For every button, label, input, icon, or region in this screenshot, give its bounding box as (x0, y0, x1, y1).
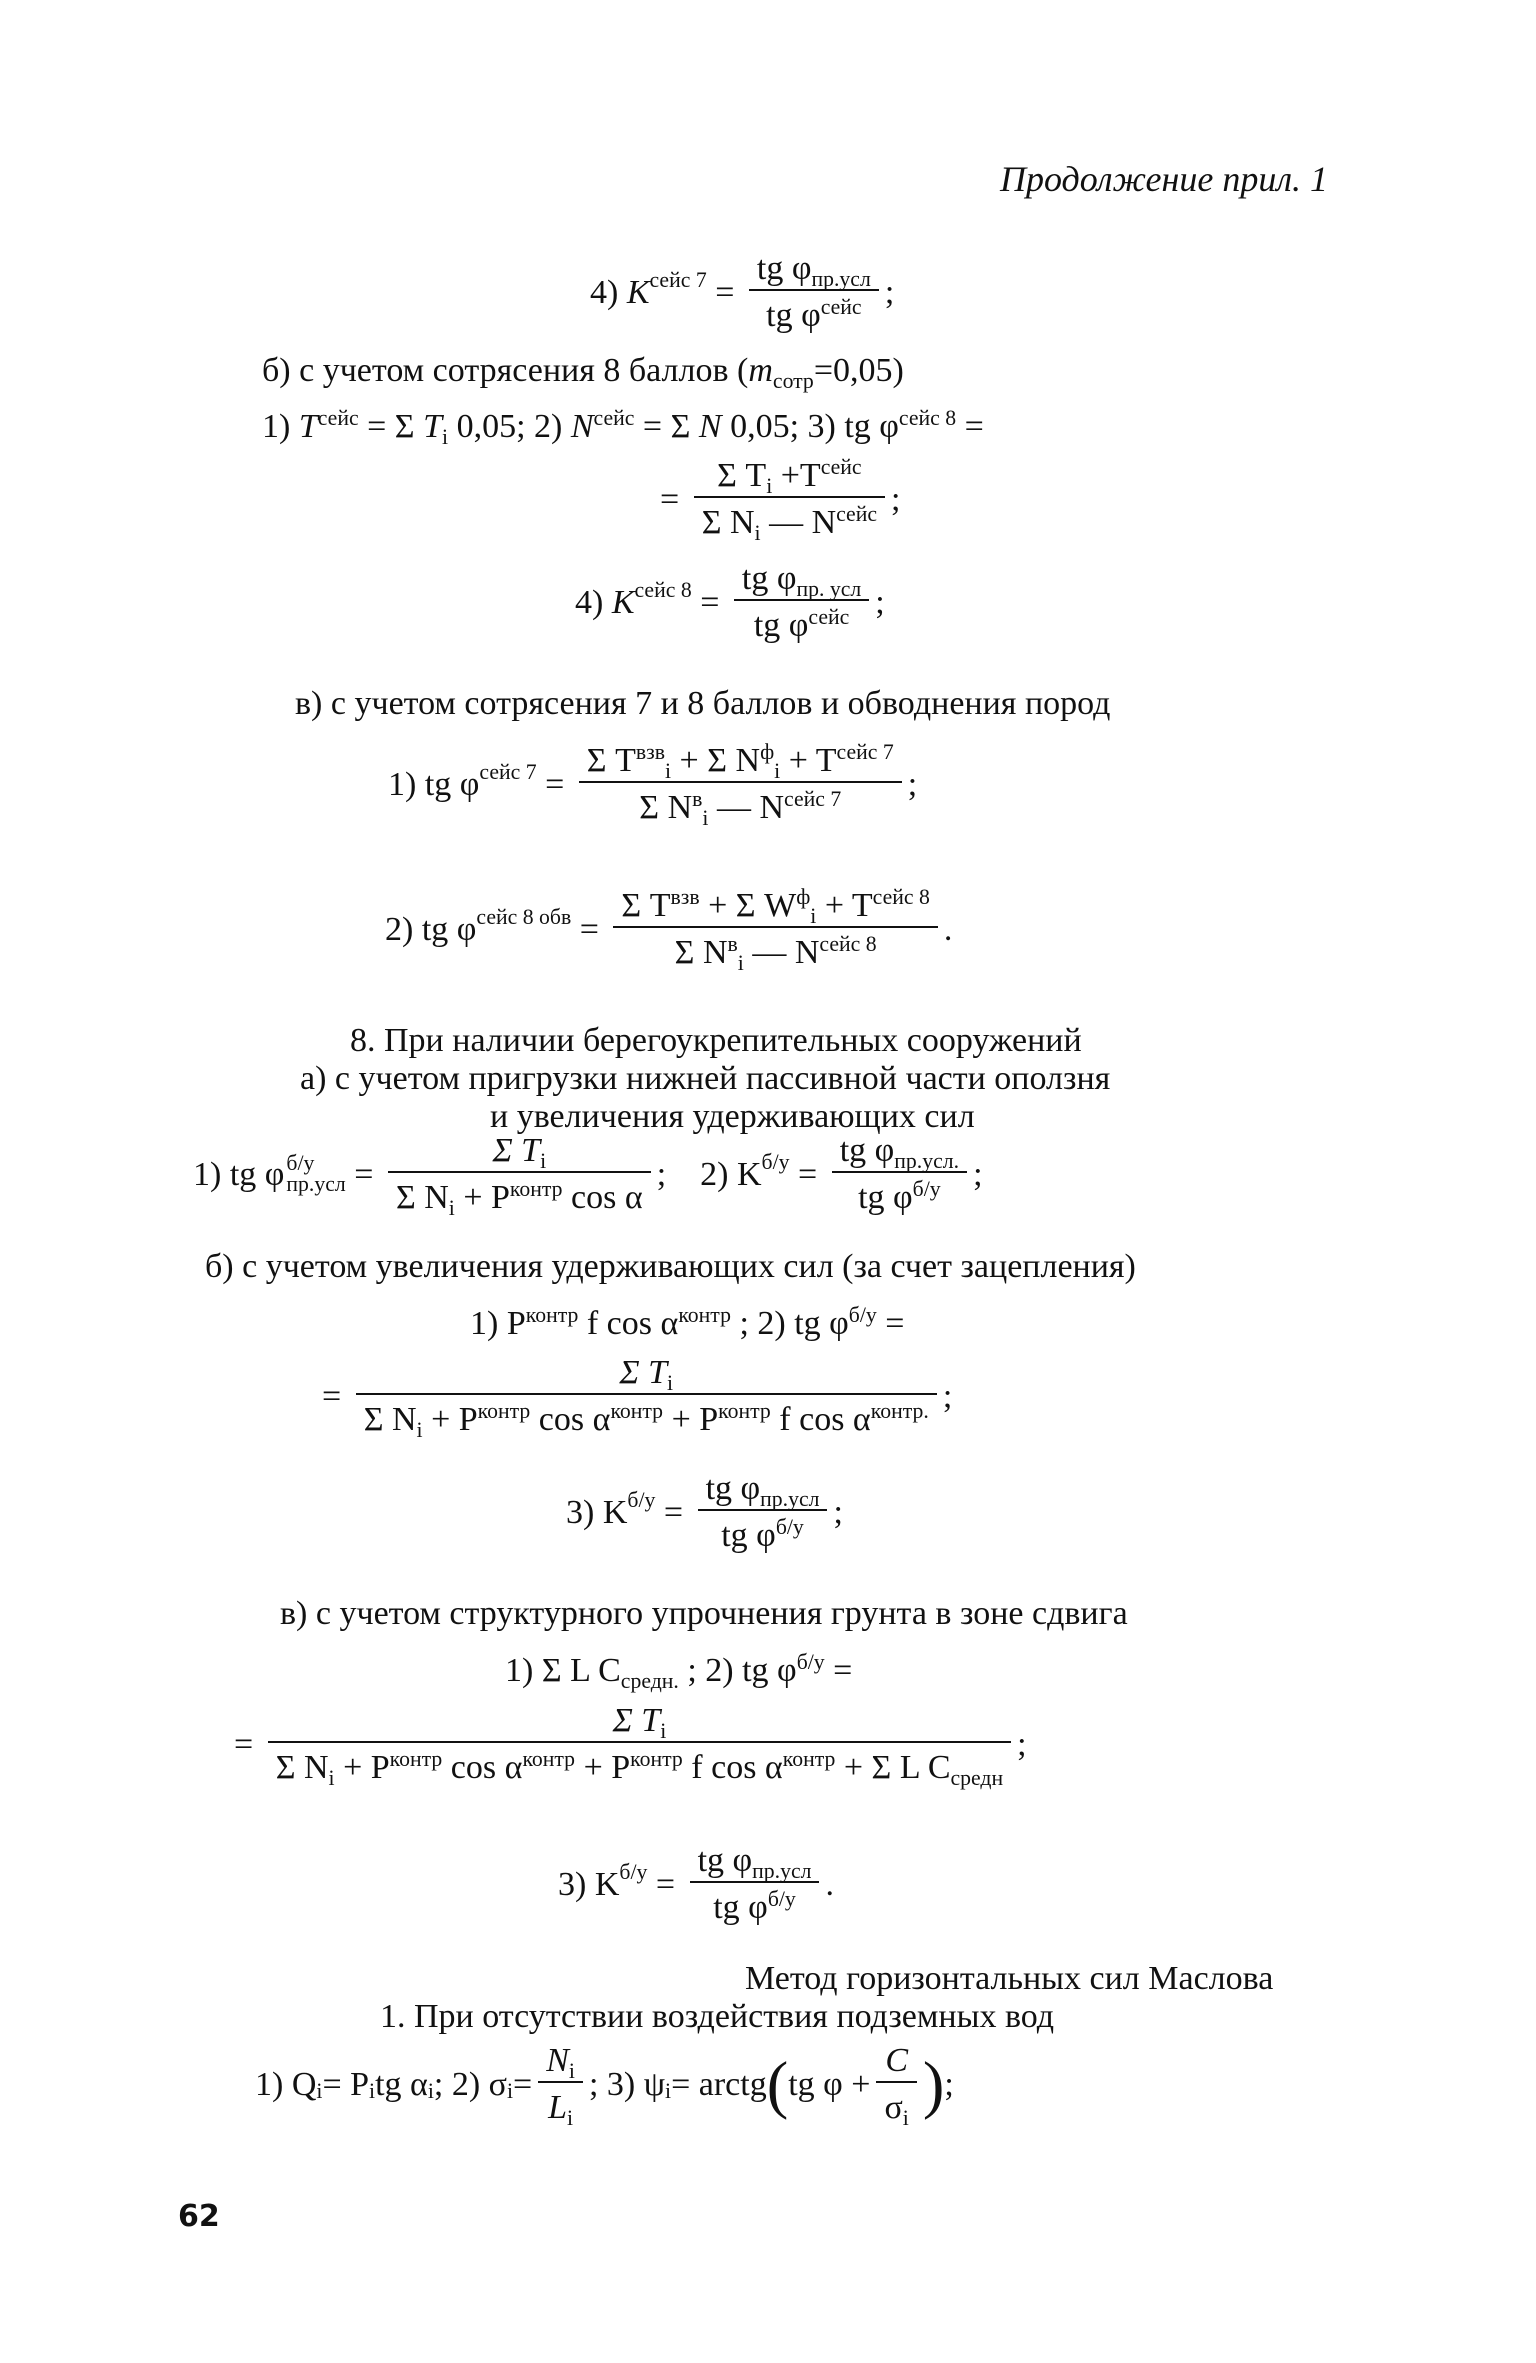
fraction: $\frac{\Sigma T^{взв} + \Sigma W^ф_i + T^{сейс 8}}{\Sigma N^в_i — N^{сейс 8}}$ (613, 885, 937, 974)
maslov-title: Метод горизонтальных сил Маслова (745, 1960, 1274, 1997)
continuation-label: Продолжение прил. 1 (1000, 159, 1329, 199)
fraction: $\frac{C}{\sigma_i}$ (876, 2040, 916, 2129)
fraction: $\frac{tg \varphi_{пр.усл.}}{tg \varphi^{б/у}}$ (832, 1130, 967, 1219)
section-v-title: в) с учетом сотрясения 7 и 8 баллов и обводнения пород (295, 685, 1111, 722)
left-paren: ( (766, 2047, 789, 2120)
equation-k-seis8: 4) K $^{сейс 8}$ = $\frac{tg \varphi_{пр. усл}}{tg \varphi^{сейс}}$ ; (575, 558, 885, 647)
section-8v-line: 1) Σ L $C_{средн.}$ ; 2) tg $\varphi^{б/у}$ = (505, 1650, 853, 1693)
equation-tg-seis8-obv: 2) tg φ $^{сейс 8 обв}$ = $\frac{\Sigma T^{взв} + \Sigma W^ф_i + T^{сейс 8}}{\Sigma N^в_i — N^{сейс 8}}$ . (385, 885, 953, 976)
maslov-equations: 1) Q $_i$ = P $_i$ tg α $_i$ ; 2) σ $_i$ = $\frac{N_i}{L_i}$ ; 3) ψ $_i$ = arctg ( tg φ + $\frac{C}{\sigma_i}$ ) ; (255, 2042, 954, 2131)
equation-8v-k: 3) K $^{б/у}$ = $\frac{tg \varphi_{пр.усл}}{tg \varphi^{б/у}}$ . (558, 1840, 834, 1929)
section-8v-title: в) с учетом структурного упрочнения грунта в зоне сдвига (280, 1595, 1128, 1632)
page-header (1000, 160, 1328, 200)
section-b-title: б) с учетом сотрясения 8 баллов $(m_{сотр}=0,05)$ (262, 352, 904, 393)
fraction: $\frac{\Sigma T_i}{\Sigma N_i + P^{контр} \cos \alpha^{контр} + P^{контр} f \cos \alpha^{контр.}}$ (356, 1352, 937, 1441)
equation-8a: 1) tg φ б/у пр.усл = $\frac{\Sigma T_i}{\Sigma N_i + P^{контр} \cos \alpha}$ ; 2) K $^{б/у}$ = $\frac{tg \varphi_{пр.усл.}}{tg \varphi^{б/у}}$ ; (193, 1132, 983, 1221)
section-8a-line1: а) с учетом пригрузки нижней пассивной части оползня (300, 1060, 1111, 1097)
right-paren: ) (922, 2047, 945, 2120)
fraction: $\frac{\Sigma T_i}{\Sigma N_i + P^{контр} \cos \alpha^{контр} + P^{контр} f \cos \alpha^{контр} + \Sigma L C_{средн}}$ (268, 1700, 1011, 1789)
section-8-title: 8. При наличии берегоукрепительных сооружений (350, 1022, 1082, 1059)
fraction: $\frac{\Sigma T^{взв}_i + \Sigma N^ф_i + T^{сейс 7}}{\Sigma N^в_i — N^{сейс 7}}$ (579, 740, 902, 829)
equation-8b-tg: = $\frac{\Sigma T_i}{\Sigma N_i + P^{контр} \cos \alpha^{контр} + P^{контр} f \cos \alpha^{контр.}}$ ; (322, 1354, 953, 1443)
fraction: $\frac{N_i}{L_i}$ (538, 2040, 583, 2129)
equation-tg-seis8: = $\frac{\Sigma T_i +T^{сейс}}{\Sigma N_i — N^{сейс}}$ ; (660, 455, 901, 546)
equation-k-seis7: 4) K $^{сейс 7}$ = $\frac{tg \varphi_{пр.усл}}{tg \varphi^{сейс}}$ ; (590, 248, 894, 337)
equation-8b-k: 3) K $^{б/у}$ = $\frac{tg \varphi_{пр.усл}}{tg \varphi^{б/у}}$ ; (566, 1468, 843, 1557)
fraction: $\frac{\Sigma T_i}{\Sigma N_i + P^{контр} \cos \alpha}$ (388, 1130, 651, 1219)
section-8b-line: 1) $P^{контр}$ f $\cos \alpha^{контр}$ ; 2) tg $\varphi^{б/у}$ = (470, 1303, 905, 1342)
fraction: $\frac{tg \varphi_{пр.усл}}{tg \varphi^{сейс}}$ (749, 248, 879, 337)
maslov-item1: 1. При отсутствии воздействия подземных вод (380, 1998, 1055, 2035)
fraction: $\frac{tg \varphi_{пр.усл}}{tg \varphi^{б/у}}$ (698, 1468, 828, 1557)
section-8b-title: б) с учетом увеличения удерживающих сил (за счет зацепления) (205, 1248, 1136, 1285)
equation-tg-seis7-obv: 1) tg φ $^{сейс 7}$ = $\frac{\Sigma T^{взв}_i + \Sigma N^ф_i + T^{сейс 7}}{\Sigma N^в_i — N^{сейс 7}}$ ; (388, 740, 918, 831)
fraction: $\frac{tg \varphi_{пр.усл}}{tg \varphi^{б/у}}$ (690, 1840, 820, 1929)
section-8a-line2: и увеличения удерживающих сил (490, 1098, 975, 1135)
fraction: $\frac{\Sigma T_i +T^{сейс}}{\Sigma N_i — N^{сейс}}$ (694, 455, 885, 544)
section-b-line1: 1) $T^{сейс} = \Sigma$ $T_i$ 0,05; 2) $N^{сейс} = \Sigma$ N 0,05; 3) tg $\varphi^{сейс 8}$ = (262, 406, 984, 449)
equation-8v-tg: = $\frac{\Sigma T_i}{\Sigma N_i + P^{контр} \cos \alpha^{контр} + P^{контр} f \cos \alpha^{контр} + \Sigma L C_{средн}}$ ; (234, 1702, 1027, 1791)
page-number: 62 (178, 2199, 220, 2234)
fraction: $\frac{tg \varphi_{пр. усл}}{tg \varphi^{сейс}}$ (734, 558, 869, 647)
